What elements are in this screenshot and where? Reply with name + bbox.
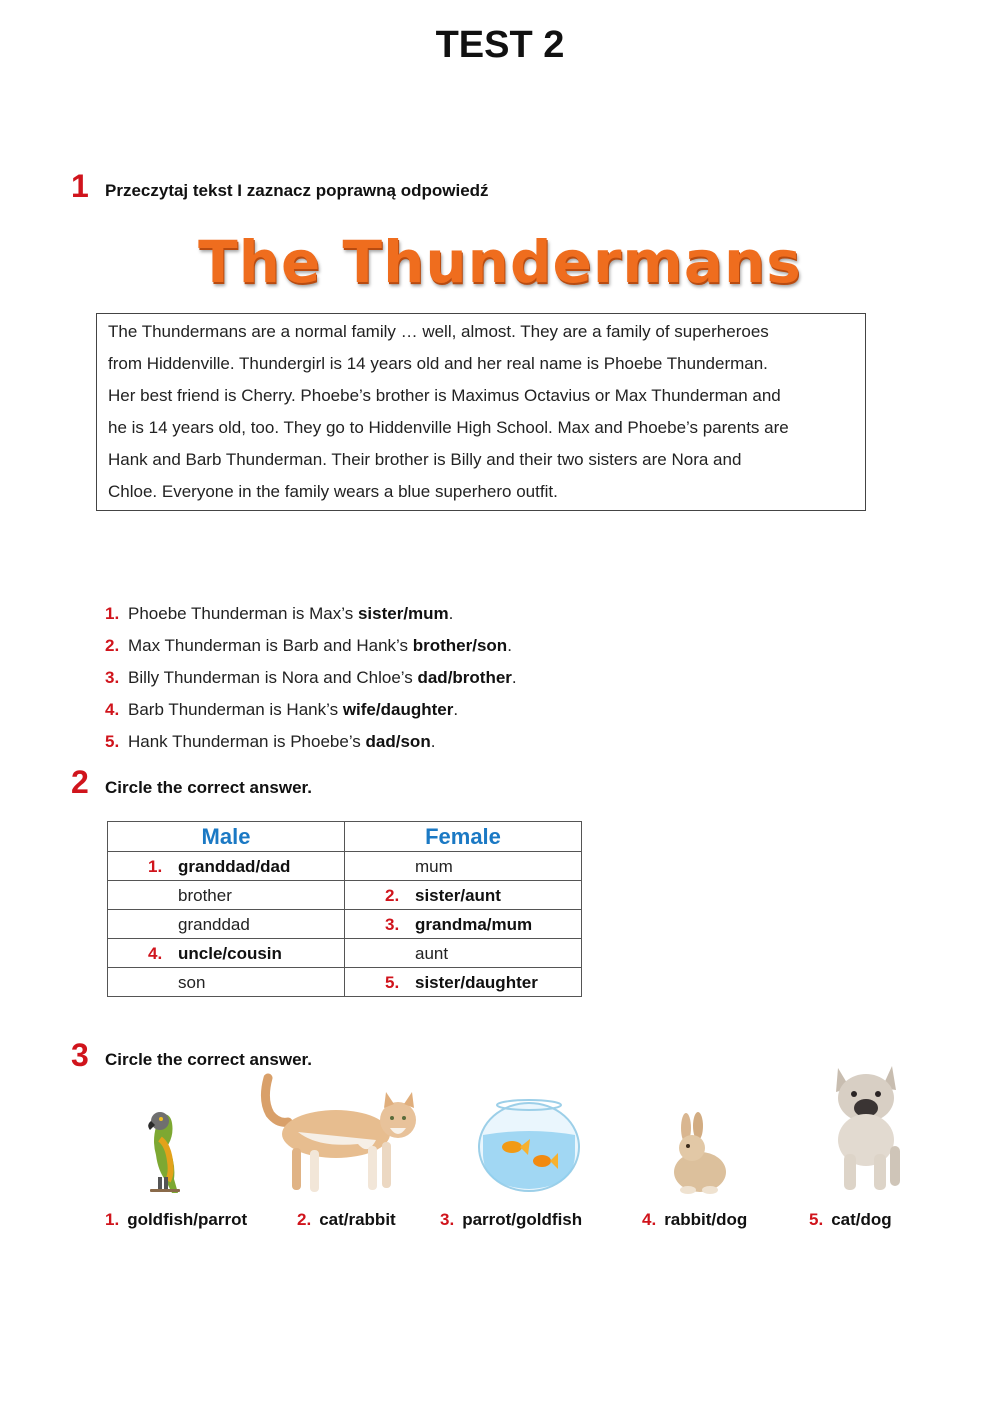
female-cell[interactable] — [345, 910, 582, 939]
male-cell[interactable] — [108, 939, 345, 968]
table-row — [108, 881, 582, 910]
item-number: 5. — [385, 973, 400, 992]
cat-image — [258, 1070, 423, 1198]
table-row — [108, 968, 582, 997]
male-cell[interactable] — [108, 852, 345, 881]
question-punct: . — [507, 636, 512, 655]
cell-text: brother — [178, 886, 232, 905]
dog-image — [820, 1062, 915, 1194]
female-cell[interactable] — [345, 881, 582, 910]
pet-item-1[interactable] — [105, 1210, 247, 1230]
answer-choice[interactable]: brother/son — [412, 636, 508, 655]
table-row — [108, 939, 582, 968]
pet-item-3[interactable] — [440, 1210, 582, 1230]
answer-choice[interactable]: dad/son — [365, 732, 431, 751]
answer-choice[interactable]: dad/brother — [417, 668, 512, 687]
section-2-instruction: Circle the correct answer. — [105, 778, 312, 797]
goldfish-bowl-image — [474, 1095, 584, 1195]
question-3 — [105, 668, 517, 688]
page-title: TEST 2 — [435, 24, 565, 66]
table-row — [108, 910, 582, 939]
pet-choice[interactable]: rabbit/dog — [664, 1210, 748, 1229]
question-1 — [105, 604, 453, 624]
question-5 — [105, 732, 435, 752]
male-cell — [108, 910, 345, 939]
logo-text: The Thundermans — [198, 228, 802, 296]
section-3-number: 3 — [71, 1037, 89, 1073]
item-number: 2. — [385, 886, 400, 905]
section-3-instruction: Circle the correct answer. — [105, 1050, 312, 1069]
table-header-row — [108, 822, 582, 852]
family-table — [107, 821, 582, 997]
question-punct: . — [453, 700, 459, 719]
cell-text: mum — [415, 857, 453, 876]
pet-item-2[interactable] — [297, 1210, 396, 1230]
cell-text: son — [178, 973, 206, 992]
question-number: 1. — [105, 604, 120, 623]
question-punct: . — [430, 732, 436, 751]
question-text: Hank Thunderman is Phoebe’s — [128, 732, 366, 751]
answer-choice[interactable]: sister/mum — [357, 604, 449, 623]
reading-passage — [96, 313, 866, 511]
cell-text: granddad — [178, 915, 250, 934]
passage-line: he is 14 years old, too. They go to Hiddenville High School. Max and Phoebe’s parents are — [108, 418, 789, 437]
passage-line: Her best friend is Cherry. Phoebe’s brother is Maximus Octavius or Max Thunderman and — [108, 386, 781, 405]
section-1-instruction: Przeczytaj tekst I zaznacz poprawną odpowiedź — [105, 181, 489, 200]
question-text: Max Thunderman is Barb and Hank’s — [128, 636, 413, 655]
pet-choice[interactable]: goldfish/parrot — [127, 1210, 248, 1229]
pet-number: 2. — [297, 1210, 312, 1229]
question-4 — [105, 700, 458, 720]
pet-number: 1. — [105, 1210, 120, 1229]
male-cell — [108, 968, 345, 997]
question-punct: . — [511, 668, 517, 687]
pet-choice[interactable]: cat/rabbit — [319, 1210, 396, 1229]
pet-number: 4. — [642, 1210, 657, 1229]
pet-choice[interactable]: cat/dog — [831, 1210, 892, 1229]
answer-choice[interactable]: wife/daughter — [342, 700, 454, 719]
answer-choice[interactable]: granddad/dad — [178, 857, 291, 876]
pet-item-5[interactable] — [809, 1210, 892, 1230]
pet-number: 5. — [809, 1210, 824, 1229]
question-number: 2. — [105, 636, 120, 655]
item-number: 1. — [148, 857, 163, 876]
female-cell — [345, 852, 582, 881]
question-number: 4. — [105, 700, 120, 719]
answer-choice[interactable]: sister/aunt — [415, 886, 501, 905]
question-number: 3. — [105, 668, 120, 687]
passage-line: from Hiddenville. Thundergirl is 14 years old and her real name is Phoebe Thunderman. — [108, 354, 768, 373]
pet-item-4[interactable] — [642, 1210, 747, 1230]
parrot-image — [128, 1105, 198, 1197]
passage-line: Hank and Barb Thunderman. Their brother is Billy and their two sisters are Nora and — [108, 450, 742, 469]
section-1-number: 1 — [71, 168, 89, 204]
thundermans-logo — [0, 228, 1000, 296]
passage-line: Chloe. Everyone in the family wears a blue superhero outfit. — [108, 482, 558, 501]
answer-choice[interactable]: sister/daughter — [415, 973, 538, 992]
question-text: Billy Thunderman is Nora and Chloe’s — [128, 668, 418, 687]
header-male: Male — [108, 822, 345, 852]
question-text: Phoebe Thunderman is Max’s — [128, 604, 358, 623]
section-2-number: 2 — [71, 764, 89, 800]
question-punct: . — [448, 604, 454, 623]
question-2 — [105, 636, 512, 656]
question-text: Barb Thunderman is Hank’s — [128, 700, 343, 719]
cell-text: aunt — [415, 944, 449, 963]
item-number: 3. — [385, 915, 400, 934]
question-number: 5. — [105, 732, 120, 751]
passage-line: The Thundermans are a normal family … well, almost. They are a family of superheroes — [108, 322, 769, 341]
answer-choice[interactable]: grandma/mum — [415, 915, 533, 934]
table-row — [108, 852, 582, 881]
female-cell[interactable] — [345, 968, 582, 997]
pet-number: 3. — [440, 1210, 455, 1229]
item-number: 4. — [148, 944, 163, 963]
rabbit-image — [662, 1112, 732, 1196]
female-cell — [345, 939, 582, 968]
male-cell — [108, 881, 345, 910]
header-female: Female — [345, 822, 582, 852]
answer-choice[interactable]: uncle/cousin — [178, 944, 282, 963]
pet-choice[interactable]: parrot/goldfish — [462, 1210, 583, 1229]
